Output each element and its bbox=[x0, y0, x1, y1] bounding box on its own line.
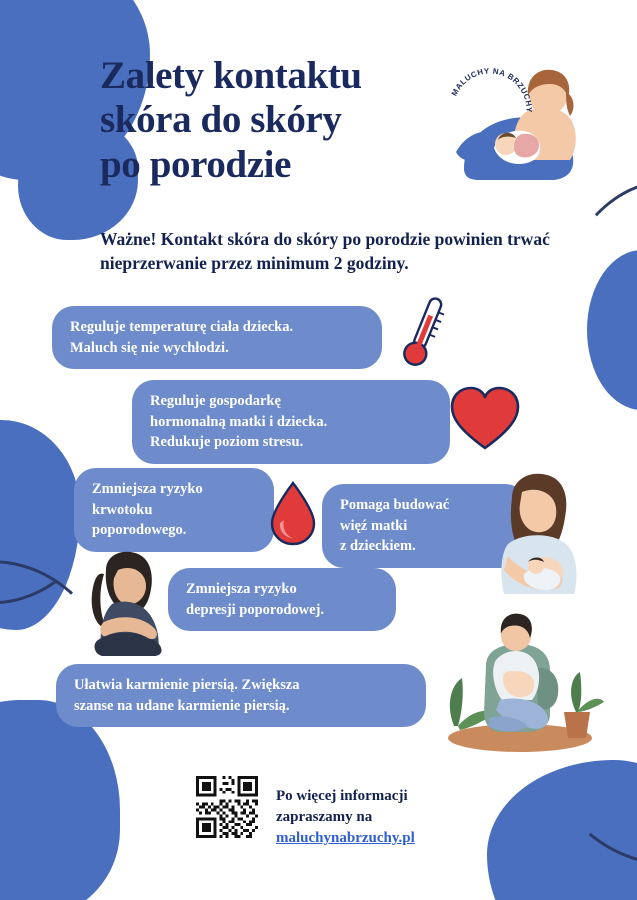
stamp-circular-text-icon bbox=[442, 62, 538, 158]
qr-code[interactable] bbox=[196, 776, 258, 838]
footer-line-2: zapraszamy na bbox=[276, 809, 373, 825]
benefit-bubble-breastfeeding bbox=[56, 664, 426, 727]
benefit-bubble-hormones bbox=[132, 380, 450, 464]
blood-drop-icon bbox=[262, 478, 324, 550]
intro-paragraph: Ważne! Kontakt skóra do skóry po porodzie powinien trwać nieprzerwanie przez minimum 2 godziny. bbox=[100, 229, 550, 273]
mother-baby-illustration bbox=[478, 470, 596, 596]
benefit-bubble-depression bbox=[168, 568, 396, 631]
sad-woman-illustration bbox=[76, 548, 186, 662]
benefit-hemorrhage-line-3: poporodowego. bbox=[92, 522, 187, 539]
footer-text bbox=[276, 786, 506, 849]
page-title-line-3: po porodzie bbox=[100, 142, 291, 186]
page-title-line-1: Zalety kontaktu bbox=[100, 54, 362, 97]
page-title bbox=[100, 54, 460, 187]
benefit-bonding-line-2: więź matki bbox=[340, 517, 408, 534]
logo-stamp bbox=[440, 56, 595, 186]
thermometer-icon bbox=[392, 292, 454, 372]
benefit-breastfeeding-line-2: szanse na udane karmienie piersią. bbox=[74, 697, 290, 714]
page-title-line-2: skóra do skóry bbox=[100, 98, 342, 142]
benefit-hormones-line-2: hormonalną matki i dziecka. bbox=[150, 413, 328, 430]
benefit-hormones-line-1: Reguluje gospodarkę bbox=[150, 393, 281, 409]
breastfeeding-illustration bbox=[424, 586, 604, 758]
benefit-breastfeeding-line-1: Ułatwia karmienie piersią. Zwiększa bbox=[74, 677, 300, 693]
benefit-bubble-temperature bbox=[52, 306, 382, 369]
stamp-label-text: MALUCHY NA BRZUCHY bbox=[449, 66, 534, 113]
benefit-hormones-line-3: Redukuje poziom stresu. bbox=[150, 434, 304, 451]
benefit-bonding-line-1: Pomaga budować bbox=[340, 497, 450, 513]
svg-text:MALUCHY NA BRZUCHY bbox=[450, 66, 534, 113]
benefit-depression-line-2: depresji poporodowej. bbox=[186, 601, 325, 618]
footer-line-1: Po więcej informacji bbox=[276, 788, 408, 804]
benefit-depression-line-1: Zmniejsza ryzyko bbox=[186, 581, 297, 597]
website-link[interactable]: maluchynabrzuchy.pl bbox=[276, 830, 415, 846]
benefit-bubble-hemorrhage bbox=[74, 468, 274, 552]
benefit-bonding-line-3: z dzieckiem. bbox=[340, 538, 416, 555]
benefit-hemorrhage-line-1: Zmniejsza ryzyko bbox=[92, 481, 203, 497]
benefit-temperature-line-2: Maluch się nie wychłodzi. bbox=[70, 339, 229, 356]
benefit-temperature-line-1: Reguluje temperaturę ciała dziecka. bbox=[70, 319, 294, 335]
heart-icon bbox=[446, 382, 524, 452]
benefit-hemorrhage-line-2: krwotoku bbox=[92, 501, 153, 518]
